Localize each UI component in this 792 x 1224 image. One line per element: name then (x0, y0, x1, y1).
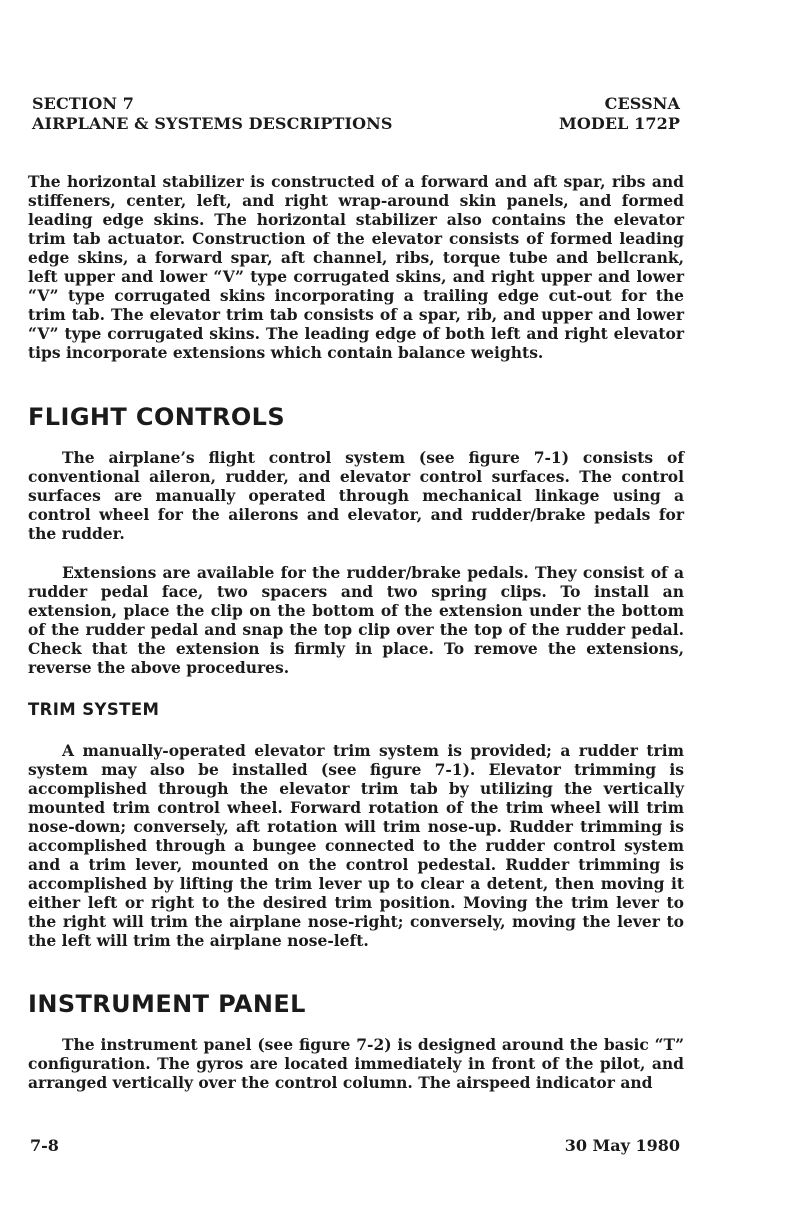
header-right (559, 94, 680, 134)
trim-system-paragraph: A manually-operated elevator trim system is provided; a rudder trim system may also be installed (see figure 7-1). Elevator trimming is accomplished through the elevator trim tab by utilizing the vertically mounted trim control wheel. Forward rotation of the trim wheel will trim nose-down; conversely, aft rotation will trim nose-up. Rudder trimming is accomplished through a bungee connected to the rudder control system and a trim lever, mounted on the control pedestal. Rudder trimming is accomplished by lifting the trim lever up to clear a detent, then moving it either left or right to the desired trim position. Moving the trim lever to the right will trim the airplane nose-right; conversely, moving the lever to the left will trim the airplane nose-left. (28, 741, 684, 950)
trim-system-heading: TRIM SYSTEM (28, 700, 160, 719)
model-label: MODEL 172P (559, 114, 680, 133)
page-number: 7-8 (30, 1136, 59, 1155)
header-left (32, 94, 393, 134)
flight-controls-paragraph-1: The airplane’s flight control system (see figure 7-1) consists of conventional aileron, rudder, and elevator control surfaces. The control surfaces are manually operated through mechanical linkage using a control wheel for the ailerons and elevator, and rudder/brake pedals for the rudder. (28, 448, 684, 543)
section-label: SECTION 7 (32, 94, 135, 113)
revision-date: 30 May 1980 (564, 1136, 680, 1155)
flight-controls-heading: FLIGHT CONTROLS (28, 403, 286, 431)
manufacturer-label: CESSNA (604, 94, 680, 113)
section-title: AIRPLANE & SYSTEMS DESCRIPTIONS (32, 114, 393, 133)
instrument-panel-heading: INSTRUMENT PANEL (28, 990, 306, 1018)
stabilizer-paragraph: The horizontal stabilizer is constructed of a forward and aft spar, ribs and stiffeners, center, left, and right wrap-around skin panels, and formed leading edge skins. The horizontal stabilizer also contains the elevator trim tab actuator. Construction of the elevator consists of formed leading edge skins, a forward spar, aft channel, ribs, torque tube and bellcrank, left upper and lower “V” type corrugated skins, and right upper and lower “V” type corrugated skins incorporating a trailing edge cut-out for the trim tab. The elevator trim tab consists of a spar, rib, and upper and lower “V” type corrugated skins. The leading edge of both left and right elevator tips incorporate extensions which contain balance weights. (28, 172, 684, 362)
flight-controls-paragraph-2: Extensions are available for the rudder/brake pedals. They consist of a rudder pedal face, two spacers and two spring clips. To install an extension, place the clip on the bottom of the extension under the bottom of the rudder pedal and snap the top clip over the top of the rudder pedal. Check that the extension is firmly in place. To remove the extensions, reverse the above procedures. (28, 563, 684, 677)
instrument-panel-paragraph: The instrument panel (see figure 7-2) is designed around the basic “T” configuration. The gyros are located immediately in front of the pilot, and arranged vertically over the control column. The airspeed indicator and (28, 1035, 684, 1092)
